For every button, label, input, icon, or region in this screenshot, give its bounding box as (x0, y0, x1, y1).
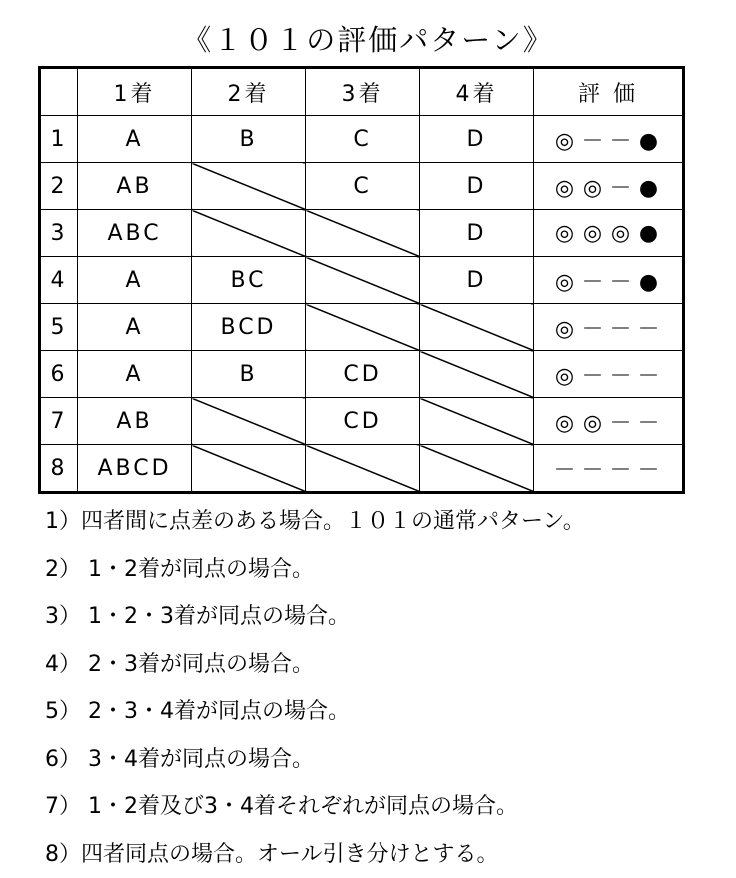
dash-symbol: － (609, 128, 635, 154)
table-row (40, 398, 684, 445)
note-item: 8）四者同点の場合。オール引き分けとする。 (45, 841, 499, 867)
double-circle-icon: ◎ (582, 410, 606, 436)
header-number (40, 68, 78, 116)
double-circle-icon: ◎ (554, 316, 578, 342)
empty-slash-cell (306, 304, 420, 351)
dash-symbol: － (637, 457, 663, 483)
dash-symbol: － (637, 410, 663, 436)
table-row (40, 304, 684, 351)
dash-symbol: － (581, 457, 607, 483)
double-circle-icon: ◎ (610, 220, 634, 246)
empty-slash-cell (192, 398, 306, 445)
empty-slash-cell (192, 210, 306, 257)
place-cell: AB (78, 163, 192, 210)
double-circle-icon: ◎ (554, 363, 578, 389)
evaluation-cell (534, 163, 684, 210)
place-cell: D (420, 257, 534, 304)
double-circle-icon: ◎ (554, 175, 578, 201)
place-cell: D (420, 210, 534, 257)
double-circle-icon: ◎ (582, 175, 606, 201)
page-title: 《１０１の評価パターン》 (182, 23, 554, 57)
table-body (40, 116, 684, 493)
row-number: 2 (40, 163, 78, 210)
dash-symbol: － (581, 363, 607, 389)
dash-symbol: － (581, 269, 607, 295)
note-item: 5） 2・3・4着が同点の場合。 (45, 699, 350, 724)
note-item: 7） 1・2着及び3・4着それぞれが同点の場合。 (45, 794, 518, 819)
empty-slash-cell (192, 163, 306, 210)
place-cell: D (420, 163, 534, 210)
note-item: 4） 2・3着が同点の場合。 (45, 651, 314, 677)
empty-slash-cell (306, 210, 420, 257)
place-cell: BCD (192, 304, 306, 351)
dash-symbol: － (609, 410, 635, 436)
place-cell: ABCD (78, 445, 192, 493)
empty-slash-cell (420, 351, 534, 398)
evaluation-cell (534, 304, 684, 351)
double-circle-icon: ◎ (554, 269, 578, 295)
row-number: 6 (40, 351, 78, 398)
double-circle-icon: ◎ (582, 220, 606, 246)
note-item: 3） 1・2・3着が同点の場合。 (45, 604, 350, 629)
place-cell: AB (78, 398, 192, 445)
note-item: 6） 3・4着が同点の場合。 (45, 746, 314, 772)
place-cell: CD (306, 398, 420, 445)
evaluation-cell (534, 210, 684, 257)
header-place-1: 1着 (78, 68, 192, 116)
dash-symbol: － (581, 316, 607, 342)
evaluation-cell (534, 257, 684, 304)
empty-slash-cell (306, 445, 420, 493)
table-row (40, 116, 684, 163)
header-place-3: 3着 (306, 68, 420, 116)
table-row (40, 351, 684, 398)
place-cell: C (306, 163, 420, 210)
table-row (40, 257, 684, 304)
place-cell: A (78, 116, 192, 163)
row-number: 5 (40, 304, 78, 351)
note-item: 1）四者間に点差のある場合。１０１の通常パターン。 (45, 509, 585, 534)
row-number: 4 (40, 257, 78, 304)
dash-symbol: － (609, 363, 635, 389)
empty-slash-cell (420, 304, 534, 351)
header-evaluation: 評 価 (534, 68, 684, 116)
dash-symbol: － (609, 316, 635, 342)
place-cell: CD (306, 351, 420, 398)
dash-symbol: － (637, 316, 663, 342)
filled-circle-icon: ● (638, 220, 662, 246)
double-circle-icon: ◎ (554, 410, 578, 436)
double-circle-icon: ◎ (554, 128, 578, 154)
table-row (40, 445, 684, 493)
dash-symbol: － (637, 363, 663, 389)
table-row (40, 163, 684, 210)
double-circle-icon: ◎ (554, 220, 578, 246)
evaluation-cell (534, 116, 684, 163)
evaluation-pattern-table (38, 66, 685, 494)
place-cell: B (192, 351, 306, 398)
header-place-4: 4着 (420, 68, 534, 116)
empty-slash-cell (420, 398, 534, 445)
row-number: 1 (40, 116, 78, 163)
filled-circle-icon: ● (638, 128, 662, 154)
notes-list (45, 498, 725, 878)
empty-slash-cell (306, 257, 420, 304)
note-item: 2） 1・2着が同点の場合。 (45, 556, 314, 582)
table-row (40, 210, 684, 257)
evaluation-cell (534, 445, 684, 493)
row-number: 8 (40, 445, 78, 493)
filled-circle-icon: ● (638, 175, 662, 201)
dash-symbol: － (553, 457, 579, 483)
place-cell: A (78, 257, 192, 304)
place-cell: ABC (78, 210, 192, 257)
header-place-2: 2着 (192, 68, 306, 116)
dash-symbol: － (581, 128, 607, 154)
evaluation-cell (534, 398, 684, 445)
dash-symbol: － (609, 457, 635, 483)
place-cell: B (192, 116, 306, 163)
evaluation-cell (534, 351, 684, 398)
filled-circle-icon: ● (638, 269, 662, 295)
empty-slash-cell (192, 445, 306, 493)
empty-slash-cell (420, 445, 534, 493)
header-row (40, 68, 684, 116)
place-cell: BC (192, 257, 306, 304)
place-cell: C (306, 116, 420, 163)
row-number: 7 (40, 398, 78, 445)
place-cell: A (78, 304, 192, 351)
dash-symbol: － (609, 175, 635, 201)
place-cell: D (420, 116, 534, 163)
place-cell: A (78, 351, 192, 398)
dash-symbol: － (609, 269, 635, 295)
row-number: 3 (40, 210, 78, 257)
